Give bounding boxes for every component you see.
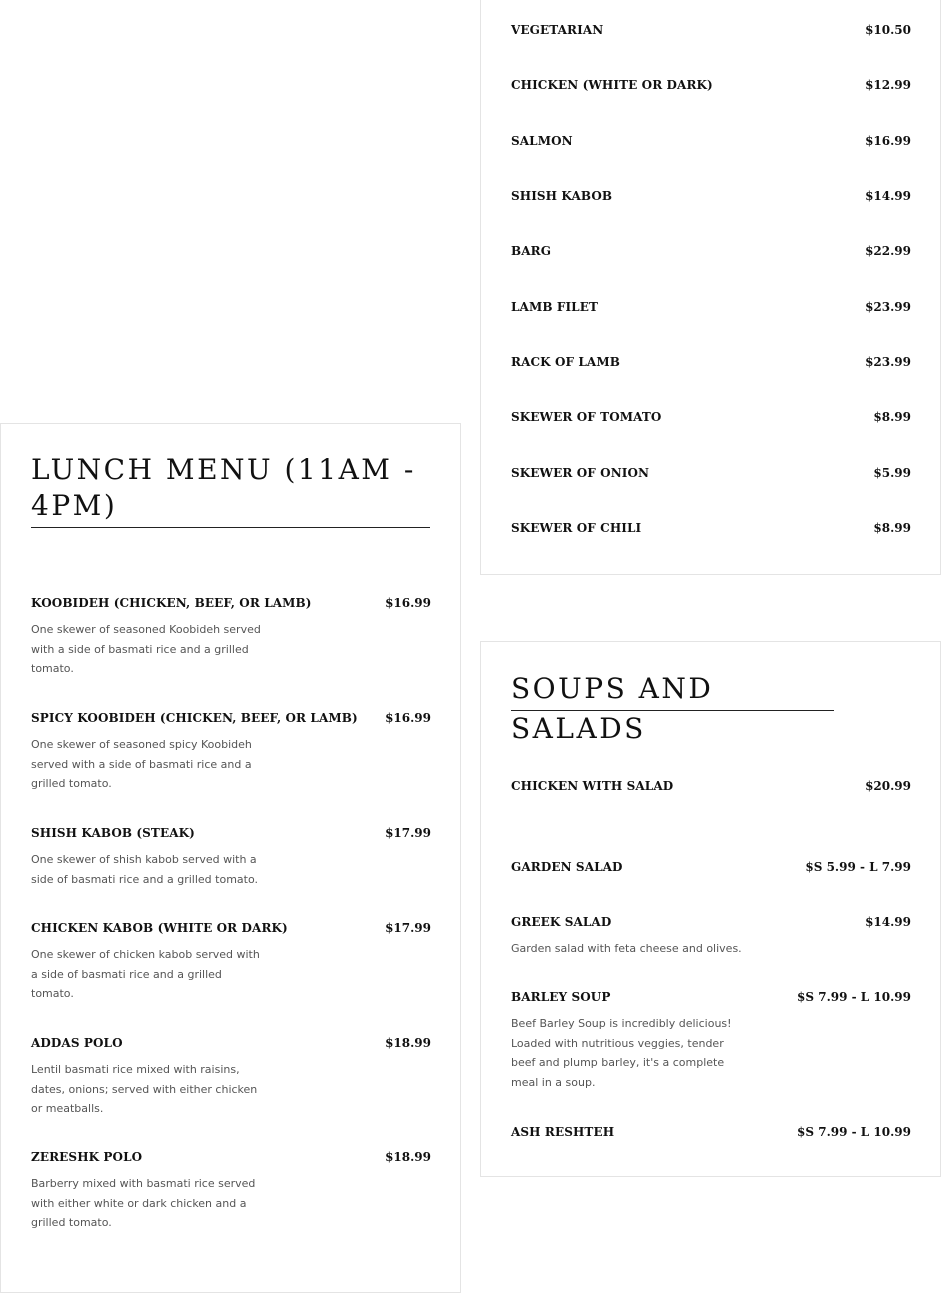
item-name: ADDAS POLO: [31, 1036, 123, 1050]
item-name: SKEWER OF CHILI: [511, 521, 642, 535]
item-price: $18.99: [385, 1036, 431, 1050]
item-name: BARLEY SOUP: [511, 990, 611, 1004]
soups-salads-card: [480, 641, 941, 1177]
item-description: Beef Barley Soup is incredibly delicious! Loaded with nutritious veggies, tender beef and plump barley, it's a complete meal in a soup.: [511, 1017, 732, 1089]
menu-item: [511, 244, 911, 258]
item-price: $12.99: [865, 78, 911, 92]
item-price: $14.99: [865, 189, 911, 203]
item-name: GREEK SALAD: [511, 915, 612, 929]
item-description: One skewer of chicken kabob served with a side of basmati rice and a grilled tomato.: [31, 948, 260, 1001]
item-name: ASH RESHTEH: [511, 1125, 615, 1139]
kabob-menu-card: [480, 0, 941, 575]
item-price: $8.99: [873, 521, 911, 535]
menu-item: [31, 596, 431, 679]
soups-salads-title: SOUPS AND SALADS: [511, 669, 834, 711]
item-price: $10.50: [865, 23, 911, 37]
item-name: SALMON: [511, 134, 573, 148]
item-price: $17.99: [385, 826, 431, 840]
menu-item: [511, 915, 911, 959]
item-price: $16.99: [385, 711, 431, 725]
item-name: SHISH KABOB: [511, 189, 613, 203]
menu-item: [511, 860, 911, 874]
menu-item: [511, 466, 911, 480]
menu-item: [31, 711, 431, 794]
item-description: One skewer of seasoned Koobideh served with a side of basmati rice and a grilled tomato.: [31, 623, 261, 676]
item-price: $S 5.99 - L 7.99: [805, 860, 911, 874]
item-price: $14.99: [865, 915, 911, 929]
menu-item: [31, 826, 431, 889]
menu-item: [511, 78, 911, 92]
item-name: LAMB FILET: [511, 300, 598, 314]
item-description: One skewer of shish kabob served with a side of basmati rice and a grilled tomato.: [31, 853, 258, 886]
item-name: CHICKEN KABOB (WHITE OR DARK): [31, 921, 288, 935]
item-name: BARG: [511, 244, 552, 258]
item-name: GARDEN SALAD: [511, 860, 623, 874]
item-name: KOOBIDEH (CHICKEN, BEEF, OR LAMB): [31, 596, 312, 610]
item-name: CHICKEN WITH SALAD: [511, 779, 674, 793]
menu-item: [511, 990, 911, 1092]
menu-item: [511, 779, 911, 793]
menu-item: [511, 410, 911, 424]
menu-item: [511, 134, 911, 148]
lunch-menu-card: [0, 423, 461, 1293]
item-name: ZERESHK POLO: [31, 1150, 143, 1164]
menu-item: [511, 521, 911, 535]
item-description: Garden salad with feta cheese and olives.: [511, 942, 742, 955]
menu-item: [511, 1125, 911, 1139]
menu-item: [511, 23, 911, 37]
menu-item: [31, 1150, 431, 1233]
item-name: SKEWER OF ONION: [511, 466, 650, 480]
menu-item: [31, 921, 431, 1004]
item-description: One skewer of seasoned spicy Koobideh served with a side of basmati rice and a grilled tomato.: [31, 738, 252, 791]
item-price: $18.99: [385, 1150, 431, 1164]
item-price: $23.99: [865, 355, 911, 369]
item-price: $16.99: [385, 596, 431, 610]
item-price: $20.99: [865, 779, 911, 793]
item-price: $16.99: [865, 134, 911, 148]
item-name: SHISH KABOB (STEAK): [31, 826, 195, 840]
item-description: Lentil basmati rice mixed with raisins, dates, onions; served with either chicken or meatballs.: [31, 1063, 258, 1116]
item-name: VEGETARIAN: [511, 23, 604, 37]
item-price: $22.99: [865, 244, 911, 258]
menu-item: [511, 189, 911, 203]
item-name: CHICKEN (WHITE OR DARK): [511, 78, 713, 92]
item-price: $8.99: [873, 410, 911, 424]
menu-item: [31, 1036, 431, 1119]
item-price: $S 7.99 - L 10.99: [797, 990, 911, 1004]
item-name: SKEWER OF TOMATO: [511, 410, 662, 424]
menu-item: [511, 300, 911, 314]
menu-item: [511, 355, 911, 369]
lunch-menu-title: LUNCH MENU (11AM - 4PM): [31, 452, 430, 528]
item-description: Barberry mixed with basmati rice served with either white or dark chicken and a grilled tomato.: [31, 1177, 256, 1230]
item-price: $23.99: [865, 300, 911, 314]
item-price: $S 7.99 - L 10.99: [797, 1125, 911, 1139]
item-name: SPICY KOOBIDEH (CHICKEN, BEEF, OR LAMB): [31, 711, 358, 725]
item-name: RACK OF LAMB: [511, 355, 620, 369]
item-price: $17.99: [385, 921, 431, 935]
item-price: $5.99: [873, 466, 911, 480]
